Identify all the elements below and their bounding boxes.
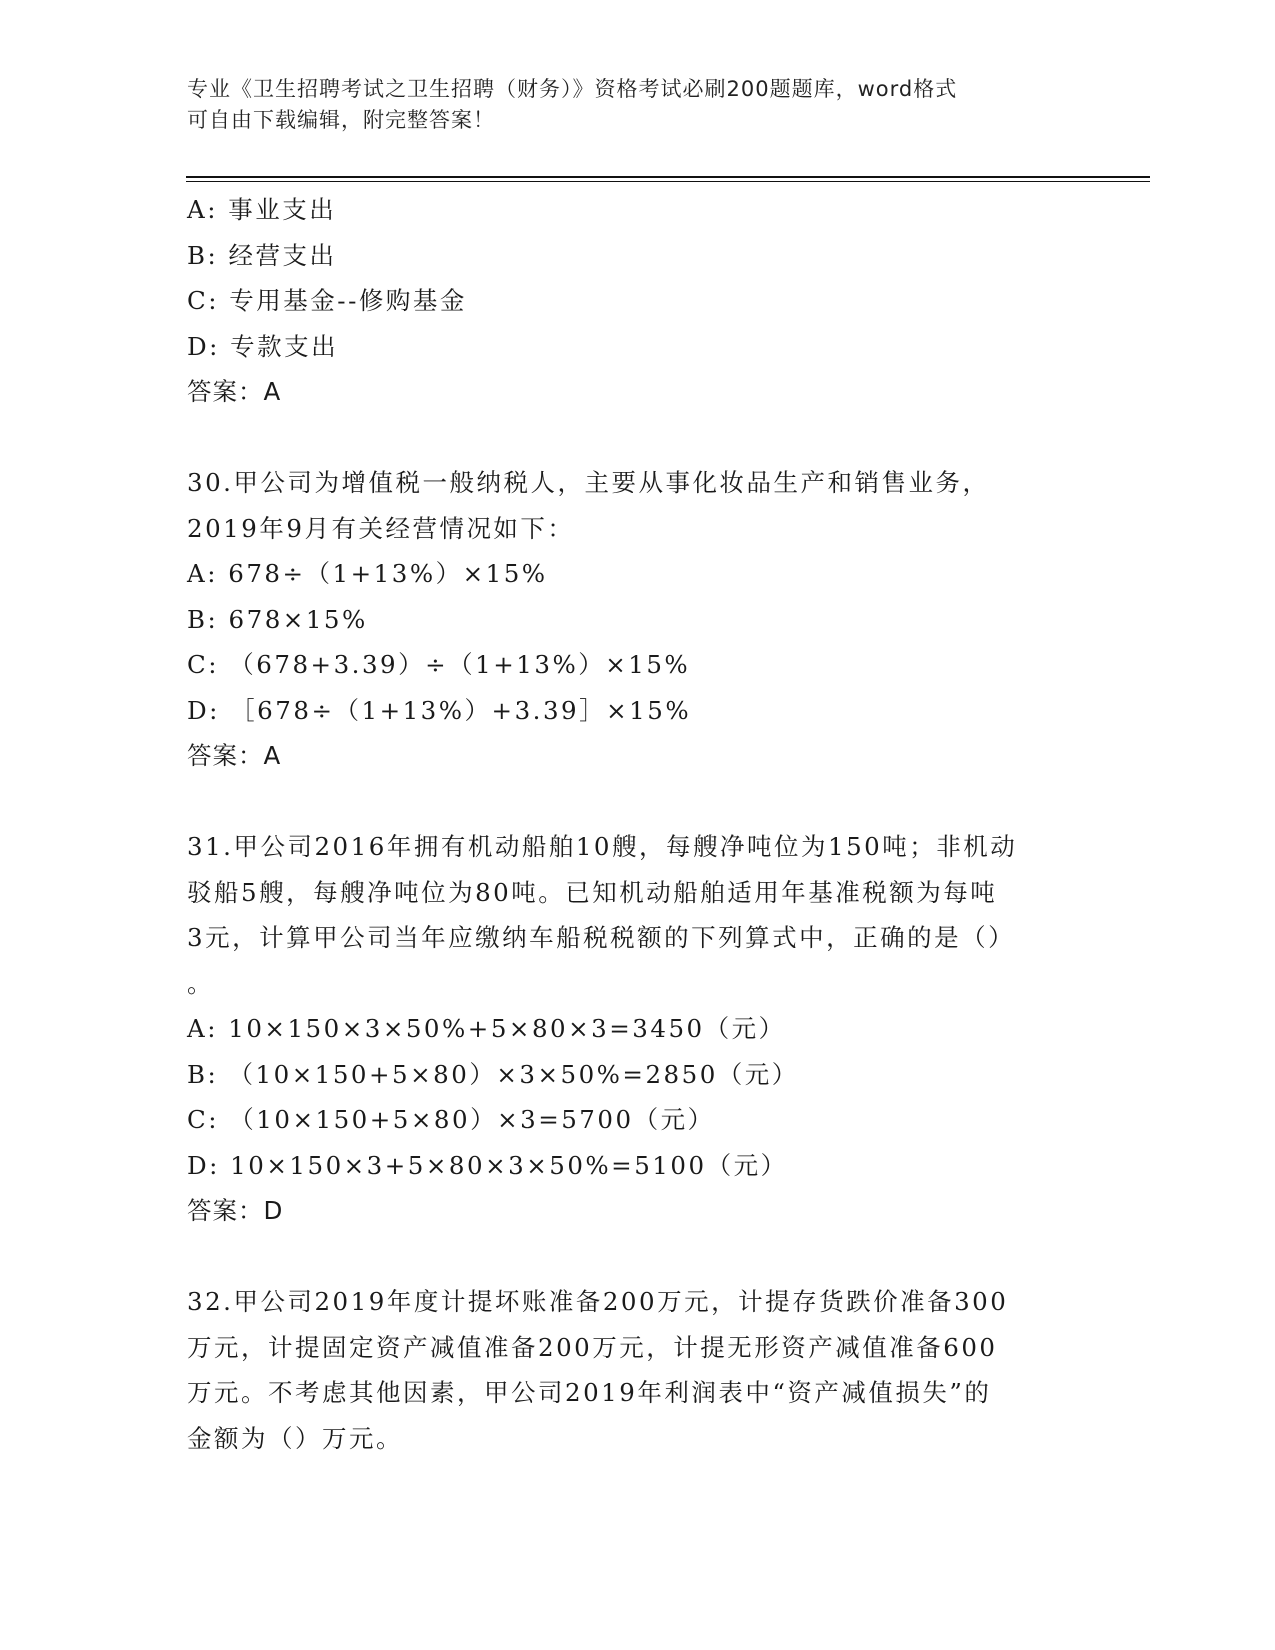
q31-stem-line-4: 。 (187, 968, 214, 998)
q31-option-c: C: （10×150+5×80）×3=5700（元） (187, 1105, 715, 1134)
q32-stem-line-4: 金额为（）万元。 (187, 1423, 403, 1453)
q29-option-d: D: 专款支出 (187, 331, 339, 361)
q30-option-d: D: ［678÷（1+13%）+3.39］×15% (187, 695, 692, 725)
question-29-block (187, 187, 1087, 415)
header-line-2: 可自由下载编辑，附完整答案！ (187, 108, 495, 132)
header-divider-thick (186, 176, 1150, 178)
spacer (187, 415, 1087, 461)
header-divider-thin (186, 181, 1150, 182)
header-line-1: 专业《卫生招聘考试之卫生招聘（财务）》资格考试必刷200题题库，word格式 (187, 77, 958, 101)
q30-stem-line-1: 30.甲公司为增值税一般纳税人，主要从事化妆品生产和销售业务， (187, 468, 990, 497)
q29-option-a: A: 事业支出 (187, 195, 337, 224)
q31-option-b: B: （10×150+5×80）×3×50%=2850（元） (187, 1059, 799, 1089)
q29-answer: 答案：A (187, 377, 282, 406)
q30-option-a: A: 678÷（1+13%）×15% (187, 559, 548, 588)
q31-option-d: D: 10×150×3+5×80×3×50%=5100（元） (187, 1150, 788, 1180)
page-header (187, 74, 1067, 136)
q32-stem-line-1: 32.甲公司2019年度计提坏账准备200万元，计提存货跌价准备300 (187, 1287, 1009, 1316)
q32-stem-line-3: 万元。不考虑其他因素，甲公司2019年利润表中“资产减值损失”的 (187, 1378, 992, 1407)
question-32-block (187, 1279, 1087, 1461)
q31-stem-line-3: 3元，计算甲公司当年应缴纳车船税税额的下列算式中，正确的是（） (187, 923, 1016, 952)
question-30-block (187, 460, 1087, 779)
q31-stem-line-1: 31.甲公司2016年拥有机动船舶10艘，每艘净吨位为150吨；非机动 (187, 832, 1018, 861)
q31-stem-line-2: 驳船5艘，每艘净吨位为80吨。已知机动船舶适用年基准税额为每吨 (187, 877, 998, 907)
question-31-block (187, 824, 1087, 1234)
document-body (187, 187, 1087, 1461)
q32-stem-line-2: 万元，计提固定资产减值准备200万元，计提无形资产减值准备600 (187, 1332, 998, 1362)
q30-option-b: B: 678×15% (187, 604, 368, 634)
spacer (187, 1234, 1087, 1280)
spacer (187, 779, 1087, 825)
q30-option-c: C: （678+3.39）÷（1+13%）×15% (187, 650, 691, 679)
q31-answer: 答案：D (187, 1196, 284, 1225)
q29-option-b: B: 经营支出 (187, 240, 337, 270)
q30-stem-line-2: 2019年9月有关经营情况如下： (187, 513, 575, 543)
q29-option-c: C: 专用基金--修购基金 (187, 286, 467, 315)
q30-answer: 答案：A (187, 741, 282, 770)
q31-option-a: A: 10×150×3×50%+5×80×3=3450（元） (187, 1014, 786, 1043)
